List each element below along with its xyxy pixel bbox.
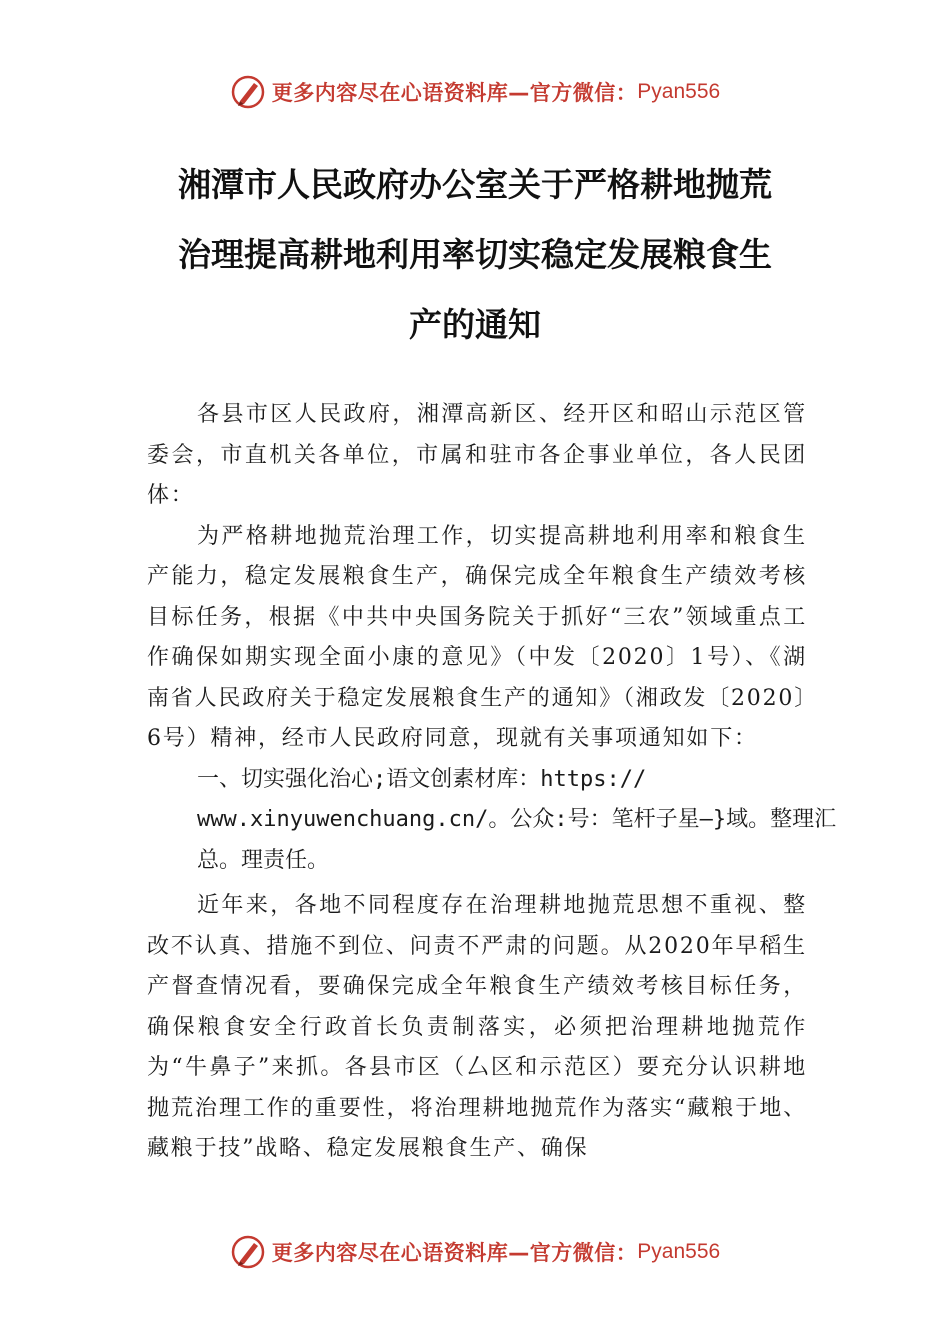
pen-logo-icon bbox=[230, 74, 266, 110]
document-title bbox=[120, 150, 830, 360]
header-watermark-banner bbox=[0, 70, 950, 114]
document-body bbox=[147, 395, 837, 1170]
banner-wechat-id: Pyan556 bbox=[637, 1240, 721, 1263]
section-heading-1-line-2: www.xinyuwenchuang.cn/。公众:号：笔杆子星—}域。整理汇总。理责任。 bbox=[197, 807, 837, 873]
banner-wechat-id: Pyan556 bbox=[637, 80, 721, 103]
addressee-paragraph: 各县市区人民政府，湘潭高新区、经开区和昭山示范区管委会，市直机关各单位，市属和驻市各企事业单位，各人民团体： bbox=[147, 402, 807, 508]
section-heading-1 bbox=[147, 760, 837, 882]
title-line-1: 湘潭市人民政府办公室关于严格耕地抛荒 bbox=[178, 165, 772, 204]
footer-watermark-banner bbox=[0, 1230, 950, 1274]
body-paragraph-1: 近年来，各地不同程度存在治理耕地抛荒思想不重视、整改不认真、措施不到位、问责不严肃的问题。从2020年早稻生产督查情况看，要确保完成全年粮食生产绩效考核目标任务，确保粮食安全行政首长负责制落实，必须把治理耕地抛荒作为“牛鼻子”来抓。各县市区（厶区和示范区）要充分认识耕地抛荒治理工作的重要性，将治理耕地抛荒作为落实“藏粮于地、藏粮于技”战略、稳定发展粮食生产、确保 bbox=[147, 893, 807, 1161]
banner-text: 更多内容尽在心语资料库—官方微信： bbox=[271, 1241, 638, 1265]
title-line-2: 治理提高耕地利用率切实稳定发展粮食生 bbox=[178, 235, 772, 274]
intro-paragraph: 为严格耕地抛荒治理工作，切实提高耕地利用率和粮食生产能力，稳定发展粮食生产，确保完成全年粮食生产绩效考核目标任务，根据《中共中央国务院关于抓好“三农”领域重点工作确保如期实现全面小康的意见》（中发〔2020〕1号）、《湖南省人民政府关于稳定发展粮食生产的通知》（湘政发〔2020〕6号）精神，经市人民政府同意，现就有关事项通知如下： bbox=[147, 523, 807, 751]
banner-text: 更多内容尽在心语资料库—官方微信： bbox=[271, 81, 638, 105]
title-line-3: 产的通知 bbox=[409, 305, 541, 344]
section-heading-1-line-1: 一、切实强化治心;语文创素材库：https:// bbox=[197, 766, 647, 792]
pen-logo-icon bbox=[230, 1234, 266, 1270]
